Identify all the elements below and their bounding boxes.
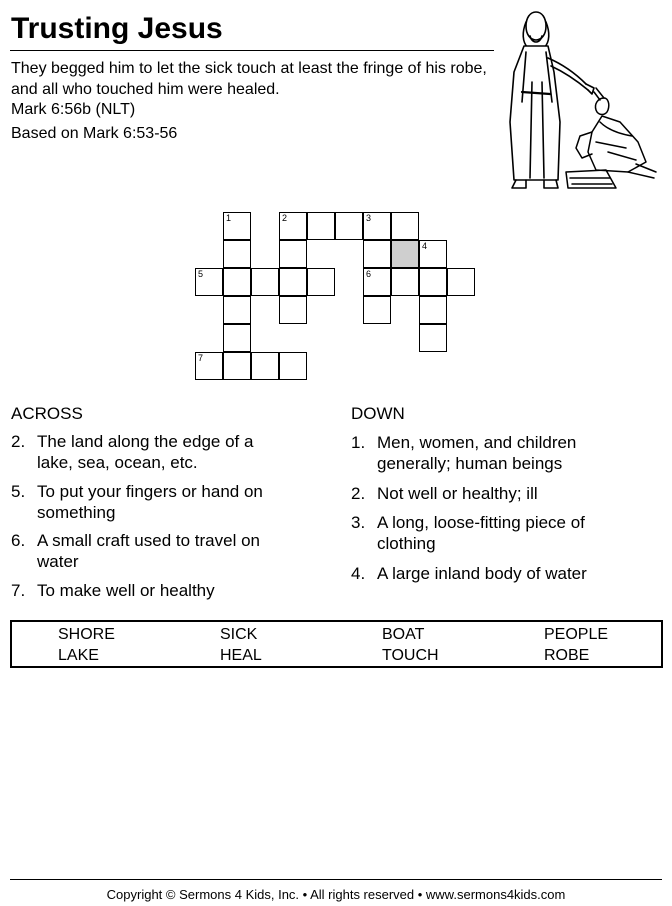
crossword-cell[interactable] (279, 268, 307, 296)
clue-number: 4. (351, 564, 366, 583)
down-heading: DOWN (351, 404, 405, 423)
crossword-cell[interactable] (223, 296, 251, 324)
crossword-cell[interactable] (419, 296, 447, 324)
across-clue (11, 580, 331, 602)
scripture-reference: Mark 6:56b (NLT) (11, 101, 136, 118)
clue-number: 6. (11, 531, 26, 550)
jesus-healing-illustration (496, 2, 662, 192)
down-clue (351, 432, 661, 476)
clue-number: 2. (351, 484, 366, 503)
crossword-cell[interactable] (279, 352, 307, 380)
crossword-cell[interactable] (223, 240, 251, 268)
clue-number: 5. (11, 482, 26, 501)
crossword-cell[interactable] (307, 212, 335, 240)
clue-text: To make well or healthy (37, 581, 215, 600)
word-bank-item: ROBE (544, 647, 590, 664)
across-heading: ACROSS (11, 404, 83, 423)
copyright-footer: Copyright © Sermons 4 Kids, Inc. • All rights reserved • www.sermons4kids.com (106, 887, 566, 902)
across-clue (11, 530, 331, 574)
clue-number: 2. (11, 432, 26, 451)
clue-text: A large inland body of water (377, 564, 587, 583)
clue-number: 1 (226, 213, 232, 223)
clue-number: 2 (282, 213, 288, 223)
word-bank-item: HEAL (220, 647, 262, 664)
clue-text: The land along the edge of a lake, sea, ocean, etc. (37, 432, 254, 472)
clue-number: 1. (351, 433, 366, 452)
footer-divider (10, 879, 662, 880)
word-bank (10, 620, 663, 668)
crossword-cell[interactable] (363, 240, 391, 268)
crossword-cell[interactable] (223, 268, 251, 296)
clue-number: 6 (366, 269, 372, 279)
across-clue (11, 431, 331, 475)
crossword-cell[interactable] (251, 268, 279, 296)
word-bank-item: SHORE (58, 626, 115, 643)
title-divider (10, 50, 494, 51)
crossword-cell[interactable] (419, 240, 447, 268)
clue-text: A small craft used to travel on water (37, 531, 260, 571)
crossword-cell[interactable] (363, 268, 391, 296)
word-bank-item: TOUCH (382, 647, 439, 664)
crossword-cell[interactable] (195, 268, 223, 296)
crossword-cell[interactable] (391, 212, 419, 240)
crossword-cell[interactable] (363, 212, 391, 240)
scripture-verse: They begged him to let the sick touch at least the fringe of his robe, and all who touched him were healed. (11, 60, 487, 98)
crossword-cell[interactable] (419, 324, 447, 352)
page-title: Trusting Jesus (11, 12, 223, 45)
clue-number: 5 (198, 269, 204, 279)
crossword-cell[interactable] (447, 268, 475, 296)
crossword-cell[interactable] (419, 268, 447, 296)
clue-text: Men, women, and children generally; human beings (377, 433, 577, 473)
word-bank-item: PEOPLE (544, 626, 609, 643)
across-clue (11, 481, 331, 525)
clue-text: To put your fingers or hand on something (37, 482, 263, 522)
word-bank-item: BOAT (382, 626, 425, 643)
crossword-cell[interactable] (223, 324, 251, 352)
crossword-cell[interactable] (279, 212, 307, 240)
crossword-cell[interactable] (223, 212, 251, 240)
clue-number: 4 (422, 241, 428, 251)
crossword-cell[interactable] (279, 240, 307, 268)
clue-number: 7 (198, 353, 204, 363)
crossword-cell[interactable] (223, 352, 251, 380)
down-clue (351, 483, 661, 505)
crossword-cell[interactable] (195, 352, 223, 380)
word-bank-item: LAKE (58, 647, 99, 664)
crossword-cell[interactable] (307, 268, 335, 296)
crossword-cell[interactable] (251, 352, 279, 380)
crossword-cell[interactable] (363, 296, 391, 324)
clue-number: 3 (366, 213, 372, 223)
based-on-reference: Based on Mark 6:53-56 (11, 125, 178, 142)
crossword-shaded-cell (391, 240, 419, 268)
crossword-cell[interactable] (391, 268, 419, 296)
crossword-cell[interactable] (335, 212, 363, 240)
down-clue (351, 563, 661, 585)
clue-text: Not well or healthy; ill (377, 484, 538, 503)
down-clue (351, 512, 661, 556)
clue-text: A long, loose-fitting piece of clothing (377, 513, 585, 553)
clue-number: 7. (11, 581, 26, 600)
clue-number: 3. (351, 513, 366, 532)
crossword-cell[interactable] (279, 296, 307, 324)
word-bank-item: SICK (220, 626, 258, 643)
